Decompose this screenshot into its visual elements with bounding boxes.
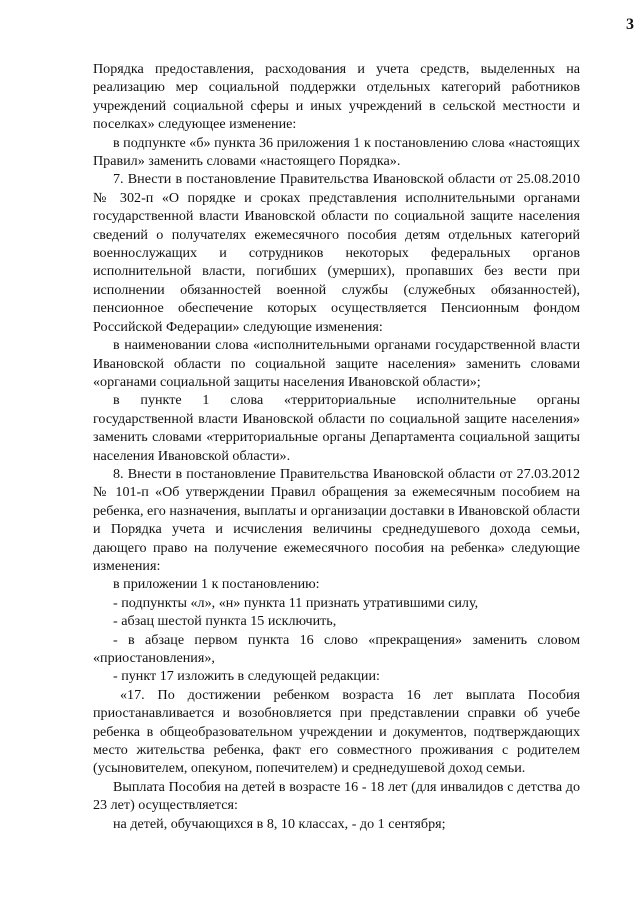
paragraph-quoted-item-17: «17. По достижении ребенком возраста 16 лет выплата Пособия приостанавливается и возобновляется при представлении справки об учебе ребенка в общеобразовательном учреждении и документов, подтверждающих место жительства ребенка, факт его совместного проживания с родителем (усыновителем, опекуном, попечителем) и среднедушевой доход семьи. <box>93 686 580 777</box>
paragraph-amendment: в подпункте «б» пункта 36 приложения 1 к постановлению слова «настоящих Правил» заменить словами «настоящего Порядка». <box>93 134 580 170</box>
paragraph-amendment: в пункте 1 слова «территориальные исполнительные органы государственной власти Ивановской области по социальной защите населения» заменить словами «территориальные органы Департамента социальной защиты населения Ивановской области». <box>93 392 580 464</box>
paragraph-quoted: на детей, обучающихся в 8, 10 классах, - до 1 сентября; <box>113 815 446 832</box>
document-body <box>93 60 580 833</box>
paragraph-item-7: 7. Внести в постановление Правительства Ивановской области от 25.08.2010 № 302-п «О порядке и сроках представления исполнительными органами государственной власти Ивановской области по социальной защите населения сведений о получателях ежемесячного пособия детям отдельных категорий военнослужащих и сотрудников некоторых федеральных органов исполнительной власти, погибших (умерших), пропавших без вести при исполнении обязанностей военной службы (служебных обязанностей), пенсионное обеспечение которых осуществляется Пенсионным фондом Российской Федерации» следующие изменения: <box>93 171 580 335</box>
list-item: - в абзаце первом пункта 16 слово «прекращения» заменить словом «приостановления», <box>93 631 580 666</box>
paragraph-continuation: Порядка предоставления, расходования и учета средств, выделенных на реализацию мер социальной поддержки отдельных категорий работников учреждений социальной сферы и иных учреждений в сельской местности и поселках» следующее изменение: <box>93 61 580 133</box>
paragraph-amendment: в наименовании слова «исполнительными органами государственной власти Ивановской области по социальной защите населения» заменить словами «органами социальной защиты населения Ивановской области»; <box>93 337 580 390</box>
paragraph-quoted: Выплата Пособия на детей в возрасте 16 - 18 лет (для инвалидов с детства до 23 лет) осуществляется: <box>93 778 580 814</box>
paragraph-amendment: в приложении 1 к постановлению: <box>113 576 320 593</box>
paragraph-item-8: 8. Внести в постановление Правительства Ивановской области от 27.03.2012 № 101-п «Об утверждении Правил обращения за ежемесячным пособием на ребенка, его назначения, выплаты и организации доставки в Ивановской области и Порядка учета и исчисления величины среднедушевого дохода семьи, дающего право на получение ежемесячного пособия на ребенка» следующие изменения: <box>93 465 580 574</box>
list-item: - подпункты «л», «н» пункта 11 признать утратившими силу, <box>113 594 479 611</box>
list-item: - абзац шестой пункта 15 исключить, <box>113 613 337 630</box>
list-item: - пункт 17 изложить в следующей редакции: <box>113 668 380 685</box>
page-number: 3 <box>626 16 634 33</box>
